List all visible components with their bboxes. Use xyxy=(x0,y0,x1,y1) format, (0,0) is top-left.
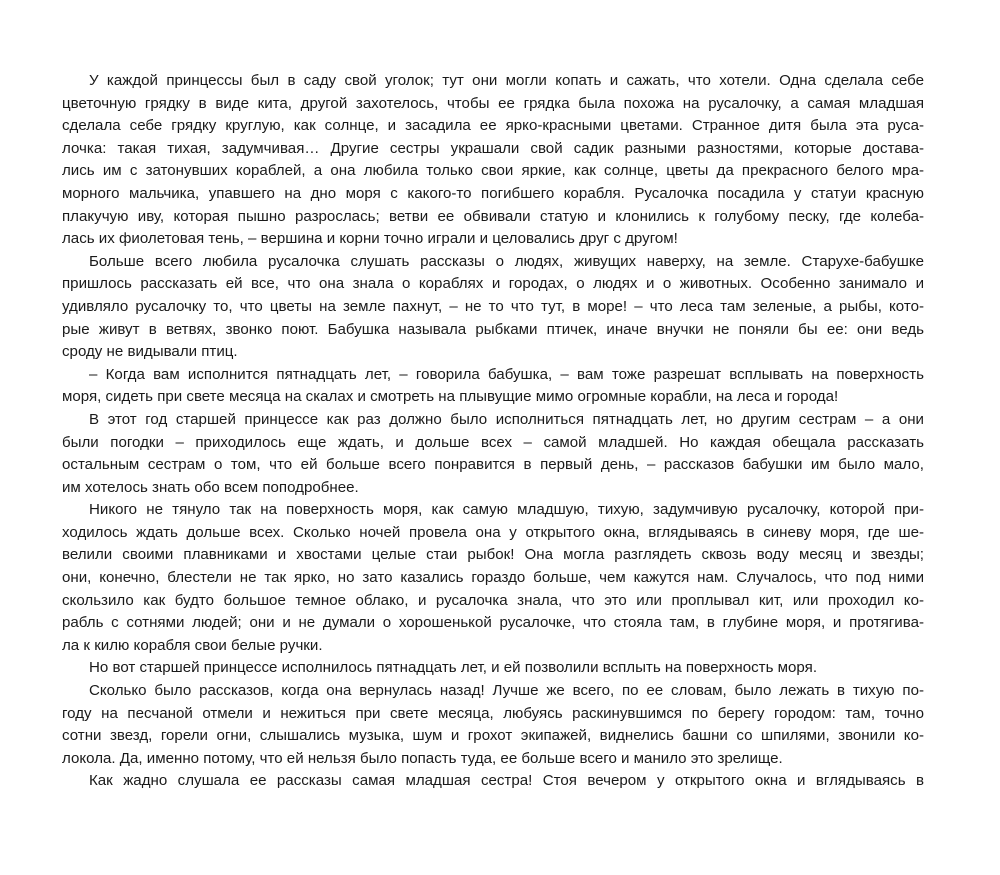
text-line: велили своими плавниками и хвостами целые стаи рыбок! Она могла разглядеть сквозь воду месяц и звезды; xyxy=(62,546,924,564)
text-line: сотни звезд, горели огни, слышались музыка, шум и грохот экипажей, виднелись башни со шпилями, звонили ко- xyxy=(62,727,924,745)
text-line: пришлось рассказать ей все, что она знала о кораблях и городах, о людях и о животных. Особенно занимало и xyxy=(62,275,924,293)
text-line: году на песчаной отмели и нежиться при свете месяца, любуясь раскинувшимся по берегу городом: там, точно xyxy=(62,704,924,722)
text-line: Больше всего любила русалочка слушать рассказы о людях, живущих наверху, на земле. Старухе-бабушке xyxy=(89,252,924,270)
document-page xyxy=(62,70,924,793)
text-line: морного мальчика, упавшего на дно моря с какого-то погибшего корабля. Русалочка посадила у статуи красную xyxy=(62,184,924,202)
text-line: рабль с сотнями людей; они и не думали о хорошенькой русалочке, что стояла там, в глубине моря, и протягива- xyxy=(62,614,924,632)
text-line: они, конечно, блестели не так ярко, но зато казались гораздо больше, чем кажутся нам. Случалось, что под ними xyxy=(62,569,924,587)
text-line: моря, сидеть при свете месяца на скалах и смотреть на плывущие мимо огромные корабли, на леса и города! xyxy=(62,388,839,406)
text-line: скользило как будто большое темное облако, и русалочка знала, что это или проплывал кит, или проходил ко- xyxy=(62,591,924,609)
text-line: лась их фиолетовая тень, – вершина и корни точно играли и целовались друг с другом! xyxy=(62,230,678,248)
text-line: лочка: такая тихая, задумчивая… Другие сестры украшали свой садик разными разностями, которые достава- xyxy=(62,139,924,157)
text-line: Как жадно слушала ее рассказы самая младшая сестра! Стоя вечером у открытого окна и вглядываясь в xyxy=(89,772,924,790)
text-line: Никого не тянуло так на поверхность моря, как самую младшую, тихую, задумчивую русалочку, которой при- xyxy=(89,501,924,519)
text-line: им хотелось знать обо всем поподробнее. xyxy=(62,478,359,496)
text-line: локола. Да, именно потому, что ей нельзя было попасть туда, ее больше всего и манило это зрелище. xyxy=(62,749,783,767)
text-line: остальным сестрам о том, что ей больше всего понравится в первый день, – рассказов бабушки им было мало, xyxy=(62,456,924,474)
text-line: удивляло русалочку то, что цветы на земле пахнут, – не то что тут, в море! – что леса там зеленые, а рыбы, кото- xyxy=(62,297,924,315)
text-line: Но вот старшей принцессе исполнилось пятнадцать лет, и ей позволили всплыть на поверхность моря. xyxy=(89,659,818,677)
text-line: – Когда вам исполнится пятнадцать лет, – говорила бабушка, – вам тоже разрешат всплывать на поверхность xyxy=(89,365,924,383)
text-line: В этот год старшей принцессе как раз должно было исполниться пятнадцать лет, но другим сестрам – а они xyxy=(89,410,924,428)
text-line: Сколько было рассказов, когда она вернулась назад! Лучше же всего, по ее словам, было лежать в тихую по- xyxy=(89,682,924,700)
text-line: рые живут в ветвях, звонко поют. Бабушка называла рыбками птичек, иначе внучки не поняли бы ее: они ведь xyxy=(62,320,924,338)
text-line: У каждой принцессы был в саду свой уголок; тут они могли копать и сажать, что хотели. Одна сделала себе xyxy=(89,72,924,89)
text-line: цветочную грядку в виде кита, другой захотелось, чтобы ее грядка была похожа на русалочку, а самая младшая xyxy=(62,94,924,112)
text-line: сроду не видывали птиц. xyxy=(62,343,238,361)
text-line: сделала себе грядку круглую, как солнце, и засадила ее ярко-красными цветами. Странное дитя была эта руса- xyxy=(62,117,924,135)
text-line: плакучую иву, которая пышно разрослась; ветви ее обвивали статую и клонились к голубому песку, где колеба- xyxy=(62,207,924,225)
text-line: ходилось ждать дольше всех. Сколько ночей провела она у открытого окна, вглядываясь в синеву моря, где ше- xyxy=(62,523,924,541)
text-line: ла к килю корабля свои белые ручки. xyxy=(62,636,323,654)
text-line: лись им с затонувших кораблей, а она любила только свои яркие, как солнце, цветы да прекрасного белого мра- xyxy=(62,162,924,180)
text-line: были погодки – приходилось еще ждать, и дольше всех – самой младшей. Но каждая обещала рассказать xyxy=(62,433,924,451)
